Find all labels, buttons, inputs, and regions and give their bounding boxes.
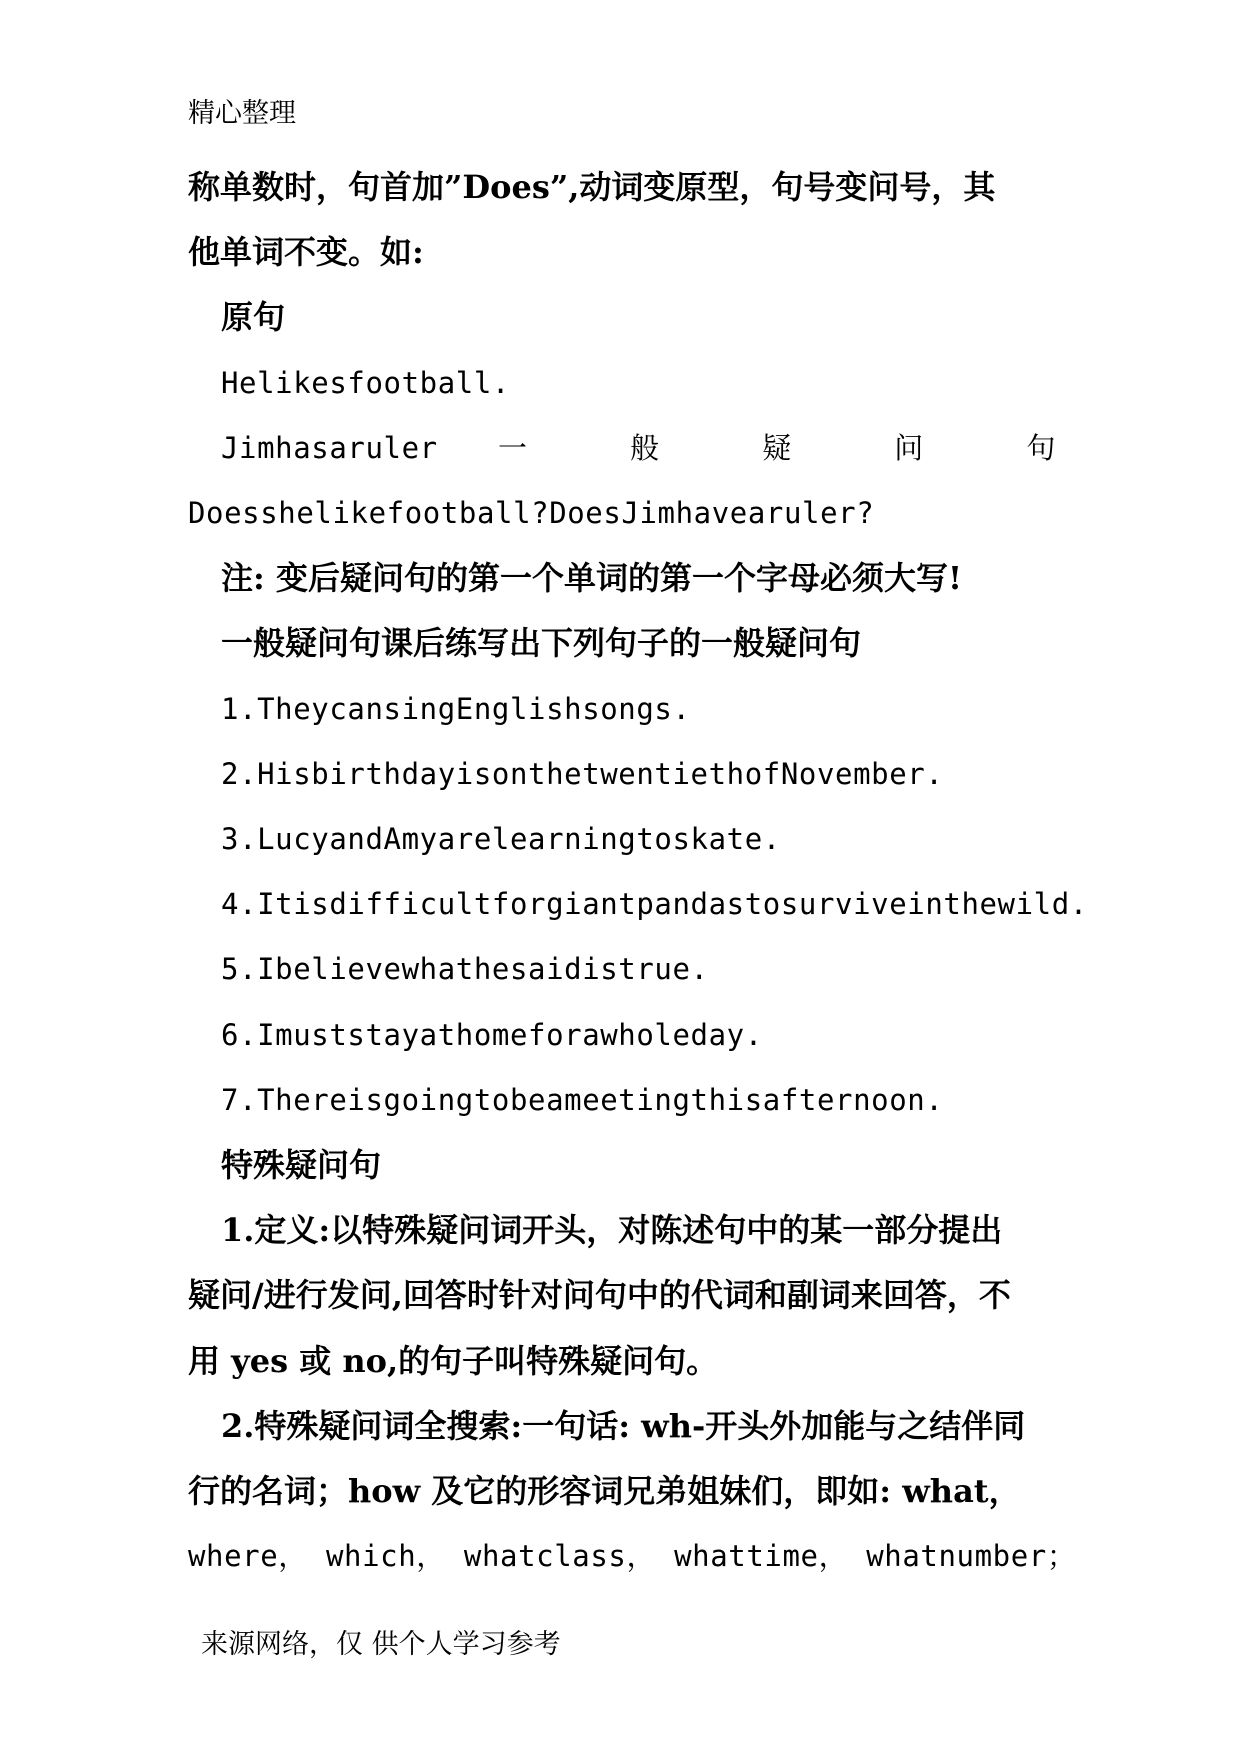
section-heading: 特殊疑问句: [221, 1146, 382, 1185]
exercise-heading: 一般疑问句课后练写出下列句子的一般疑问句: [221, 624, 862, 663]
exercise-item: 1.TheycansingEnglishsongs.: [221, 691, 691, 726]
example-question: Doesshelikefootball?DoesJimhavearuler?: [188, 496, 875, 531]
example-sentence: Helikesfootball.: [221, 365, 510, 400]
exercise-item: 2.HisbirthdayisonthetwentiethofNovember.: [221, 756, 944, 791]
page-footer: 来源网络，仅 供个人学习参考: [201, 1629, 561, 1660]
text-line: 他单词不变。如:: [188, 233, 424, 272]
text-line: 1.定义:以特殊疑问词开头，对陈述句中的某一部分提出: [221, 1211, 1003, 1250]
example-sentence: Jimhasaruler 一 般 疑 问 句: [221, 430, 1056, 465]
text-line: 用 yes 或 no,的句子叫特殊疑问句。: [188, 1341, 719, 1380]
exercise-item: 7.Thereisgoingtobeameetingthisafternoon.: [221, 1082, 944, 1117]
exercise-item: 4.Itisdifficultforgiantpandastosurviveinthewild.: [221, 887, 1088, 922]
document-body: [188, 155, 1088, 1589]
text-line: where， which， whatclass， whattime， whatnumber；: [188, 1539, 1077, 1574]
note-line: 注: 变后疑问句的第一个单词的第一个字母必须大写!: [221, 559, 963, 598]
text-line: 称单数时，句首加”Does”,动词变原型，句号变问号，其: [188, 168, 996, 206]
text-line: 2.特殊疑问词全搜索:一句话: wh-开头外加能与之结伴同: [221, 1406, 1026, 1445]
text-line: 行的名词；how 及它的形容词兄弟姐妹们，即如: what，: [188, 1472, 1021, 1511]
page-header: 精心整理: [188, 98, 296, 129]
text-line: 疑问/进行发问,回答时针对问句中的代词和副词来回答，不: [188, 1276, 1011, 1315]
section-label: 原句: [221, 298, 286, 337]
exercise-item: 5.Ibelievewhathesaidistrue.: [221, 952, 709, 987]
exercise-item: 6.Imuststayathomeforawholeday.: [221, 1017, 763, 1052]
exercise-item: 3.LucyandAmyarelearningtoskate.: [221, 822, 781, 857]
